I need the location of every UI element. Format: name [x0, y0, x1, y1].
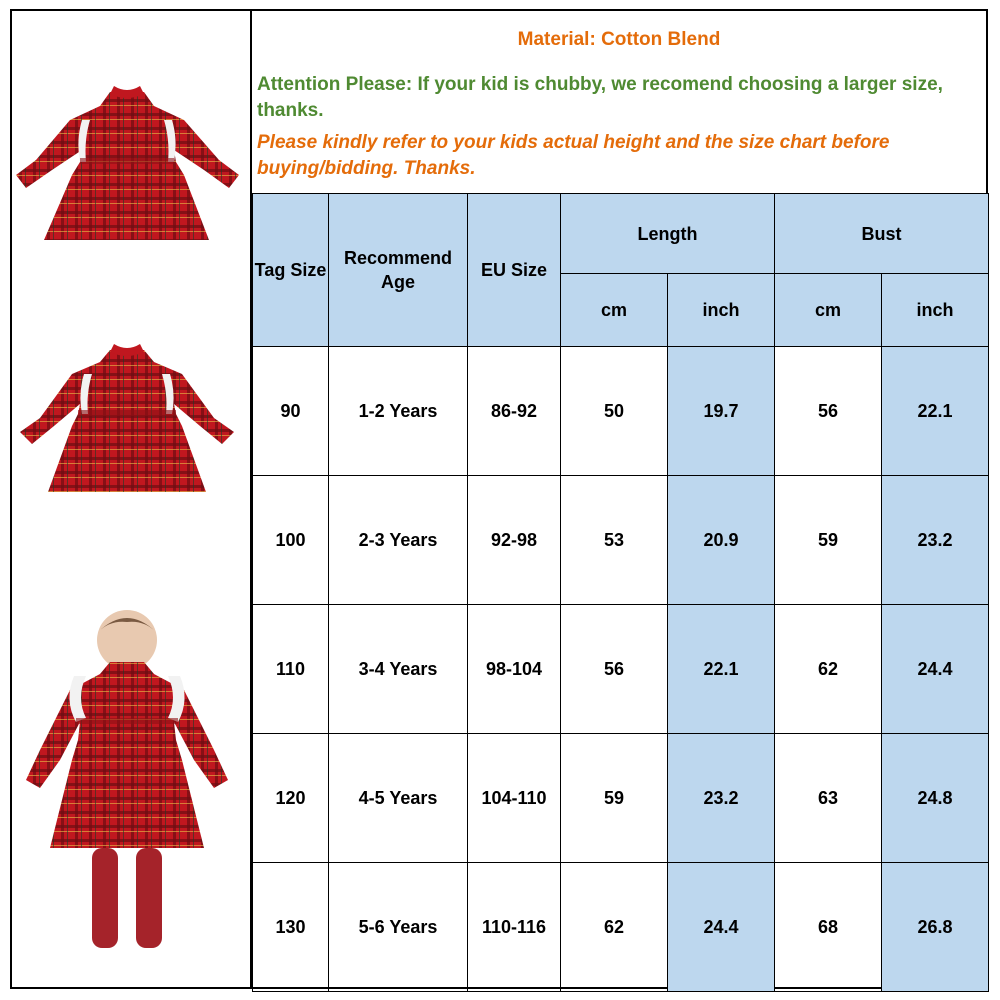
bust-inch-cell: 26.8	[882, 863, 989, 992]
recommend-age-cell: 4-5 Years	[329, 734, 468, 863]
bust-inch-cell: 22.1	[882, 347, 989, 476]
length-inch-cell: 23.2	[668, 734, 775, 863]
table-row	[253, 734, 989, 863]
recommend-age-header: Recommend Age	[329, 194, 468, 347]
child-wearing-red-plaid-dress-image	[14, 610, 240, 955]
table-header-row	[253, 194, 989, 274]
size-chart-reference-note: Please kindly refer to your kids actual height and the size chart before buying/bidding. Thanks.	[257, 132, 890, 179]
bust-inch-cell: 24.8	[882, 734, 989, 863]
eu-size-header: EU Size	[468, 194, 561, 347]
length-cm-cell: 50	[561, 347, 668, 476]
table-row	[253, 863, 989, 992]
bust-inch-cell: 23.2	[882, 476, 989, 605]
red-plaid-dress-front-image	[14, 80, 240, 250]
eu-size-cell: 104-110	[468, 734, 561, 863]
length-cm-header: cm	[561, 274, 668, 347]
bust-cm-cell: 59	[775, 476, 882, 605]
length-inch-header: inch	[668, 274, 775, 347]
eu-size-cell: 86-92	[468, 347, 561, 476]
tag-size-cell: 110	[253, 605, 329, 734]
recommend-age-cell: 1-2 Years	[329, 347, 468, 476]
length-inch-cell: 19.7	[668, 347, 775, 476]
size-chart-table	[252, 193, 989, 992]
tag-size-cell: 90	[253, 347, 329, 476]
length-cm-cell: 53	[561, 476, 668, 605]
length-cm-cell: 62	[561, 863, 668, 992]
red-plaid-dress-flat-image	[14, 340, 240, 500]
eu-size-cell: 110-116	[468, 863, 561, 992]
tag-size-cell: 120	[253, 734, 329, 863]
bust-header: Bust	[775, 194, 989, 274]
material-note: Material: Cotton Blend	[517, 29, 721, 50]
bust-cm-header: cm	[775, 274, 882, 347]
eu-size-cell: 98-104	[468, 605, 561, 734]
table-row	[253, 347, 989, 476]
header-notes	[252, 11, 986, 193]
length-inch-cell: 22.1	[668, 605, 775, 734]
attention-note: Attention Please: If your kid is chubby, we recomend choosing a larger size, thanks.	[257, 74, 943, 121]
bust-cm-cell: 68	[775, 863, 882, 992]
eu-size-cell: 92-98	[468, 476, 561, 605]
bust-cm-cell: 63	[775, 734, 882, 863]
bust-inch-cell: 24.4	[882, 605, 989, 734]
recommend-age-cell: 5-6 Years	[329, 863, 468, 992]
length-inch-cell: 20.9	[668, 476, 775, 605]
length-header: Length	[561, 194, 775, 274]
length-inch-cell: 24.4	[668, 863, 775, 992]
tag-size-cell: 130	[253, 863, 329, 992]
bust-inch-header: inch	[882, 274, 989, 347]
table-row	[253, 476, 989, 605]
tag-size-header: Tag Size	[253, 194, 329, 347]
tag-size-cell: 100	[253, 476, 329, 605]
table-row	[253, 605, 989, 734]
recommend-age-cell: 3-4 Years	[329, 605, 468, 734]
recommend-age-cell: 2-3 Years	[329, 476, 468, 605]
length-cm-cell: 59	[561, 734, 668, 863]
bust-cm-cell: 62	[775, 605, 882, 734]
length-cm-cell: 56	[561, 605, 668, 734]
bust-cm-cell: 56	[775, 347, 882, 476]
